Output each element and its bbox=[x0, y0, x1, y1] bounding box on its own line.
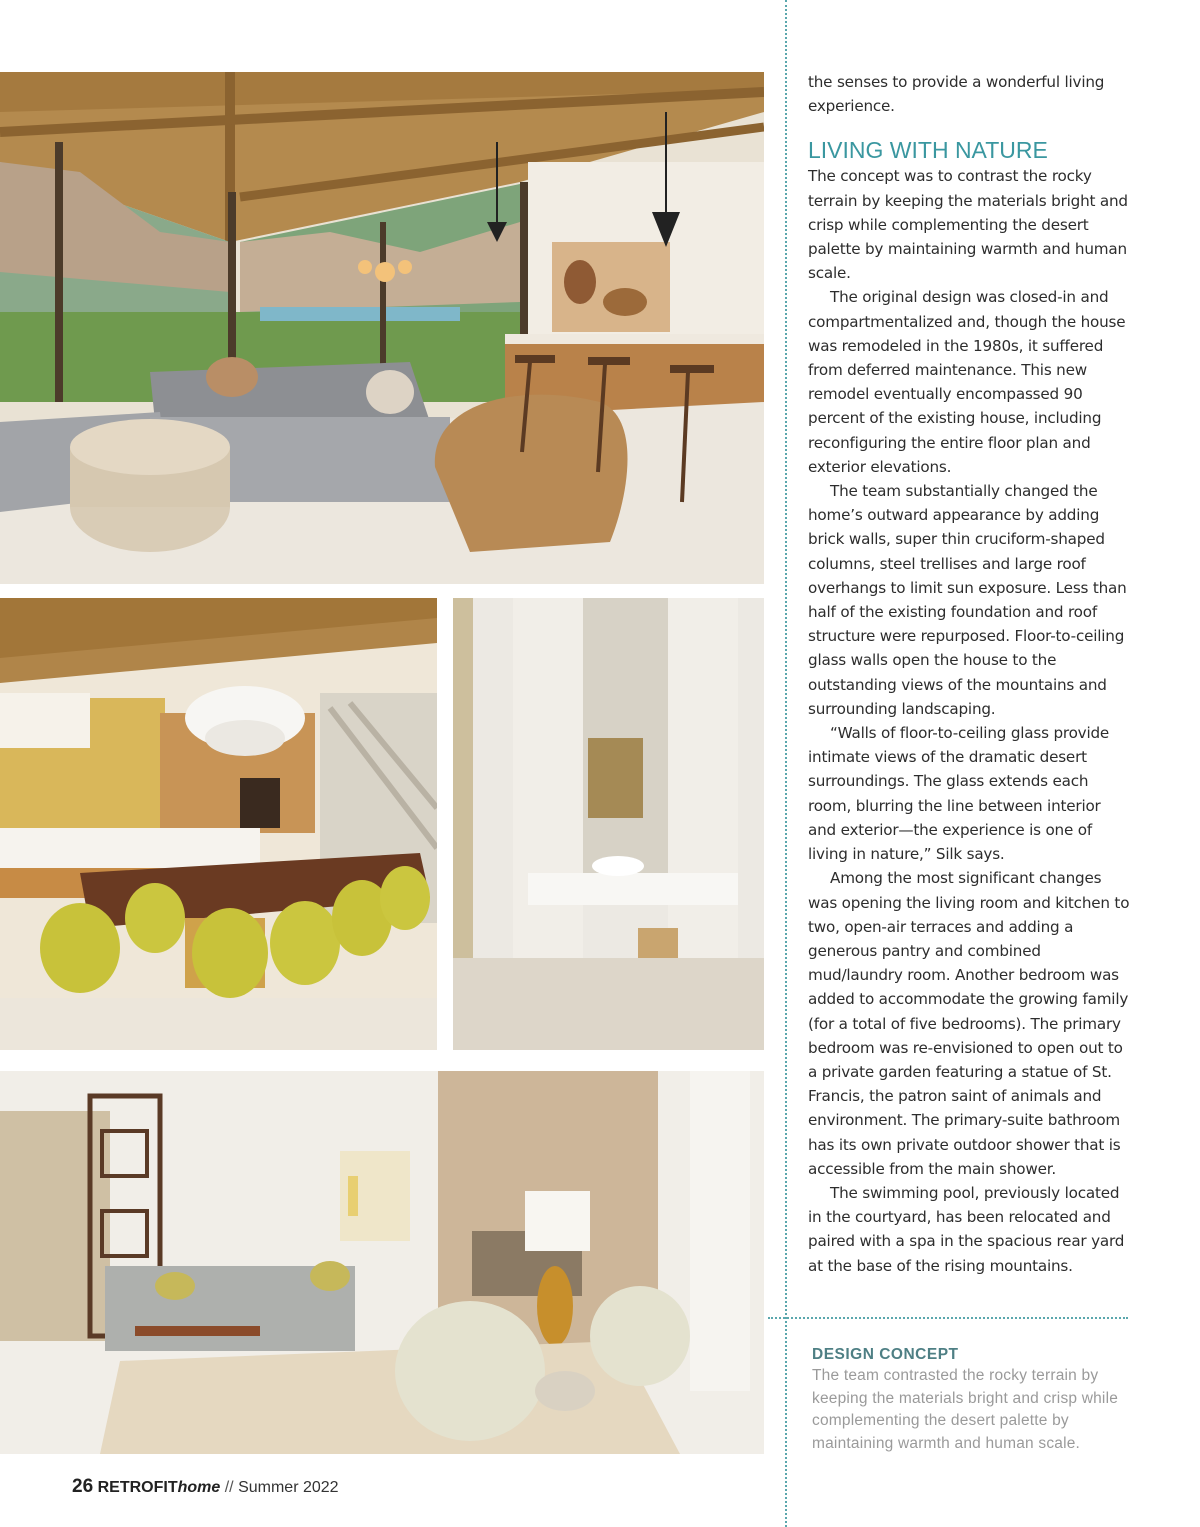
brand-bold: RETROFIT bbox=[97, 1479, 178, 1496]
photo-living-room bbox=[0, 72, 764, 584]
photo-powder-room bbox=[453, 598, 764, 1050]
dining-illustration bbox=[0, 598, 437, 1050]
powder-room-illustration bbox=[453, 598, 764, 1050]
article-paragraph: The team substantially changed the home’s outward appearance by adding brick walls, super thin cruciform-shaped columns, steel trellises and large roof overhangs to limit sun exposure. Less than half of the existing foundation and roof structure were repurposed. Floor-to-ceiling glass walls open the house to the outstanding views of the mountains and surrounding landscaping. bbox=[808, 482, 1127, 718]
vertical-dotted-rule bbox=[785, 0, 787, 1527]
magazine-brand bbox=[98, 1479, 221, 1496]
issue-date: Summer 2022 bbox=[238, 1479, 339, 1496]
sidebar-title: DESIGN CONCEPT bbox=[812, 1346, 959, 1363]
article-paragraph: “Walls of floor-to-ceiling glass provide intimate views of the dramatic desert surroundings. The glass extends each room, blurring the line between interior and exterior—the experience is one of living in nature,” Silk says. bbox=[808, 724, 1110, 864]
article-paragraph: The original design was closed-in and compartmentalized and, though the house was remodeled in the 1980s, it suffered from deferred maintenance. This new remodel eventually encompassed 90 percent of the existing house, including reconfiguring the entire floor plan and exterior elevations. bbox=[808, 288, 1126, 476]
photo-dining-kitchen bbox=[0, 598, 437, 1050]
brand-italic: home bbox=[177, 1479, 221, 1496]
folio-separator: // bbox=[224, 1479, 234, 1496]
photo-lounge-fireplace bbox=[0, 1071, 764, 1454]
section-heading: LIVING WITH NATURE bbox=[808, 137, 1048, 164]
article-paragraph: The concept was to contrast the rocky terrain by keeping the materials bright and crisp while complementing the desert palette by maintaining warmth and human scale. bbox=[808, 167, 1128, 283]
page-folio bbox=[72, 1476, 339, 1498]
living-room-illustration bbox=[0, 72, 764, 584]
article-column bbox=[808, 70, 1130, 1278]
sidebar-dotted-rule bbox=[768, 1317, 1128, 1319]
article-lead-paragraph: the senses to provide a wonderful living experience. bbox=[808, 73, 1105, 116]
article-paragraph: Among the most significant changes was opening the living room and kitchen to two, open-air terraces and adding a generous pantry and combined mud/laundry room. Another bedroom was added to accommodate the growing family (for a total of five bedrooms). The primary bedroom was re-envisioned to open out to a private garden featuring a statue of St. Francis, the patron saint of animals and environment. The primary-suite bathroom has its own private outdoor shower that is accessible from the main shower. bbox=[808, 869, 1130, 1178]
sidebar-text: The team contrasted the rocky terrain by keeping the materials bright and crisp while complementing the desert palette by maintaining warmth and human scale. bbox=[812, 1367, 1119, 1452]
lounge-illustration bbox=[0, 1071, 764, 1454]
design-concept-sidebar bbox=[812, 1345, 1130, 1455]
page-number: 26 bbox=[72, 1476, 94, 1497]
article-paragraph: The swimming pool, previously located in the courtyard, has been relocated and paired with a spa in the spacious rear yard at the base of the rising mountains. bbox=[808, 1183, 1125, 1275]
